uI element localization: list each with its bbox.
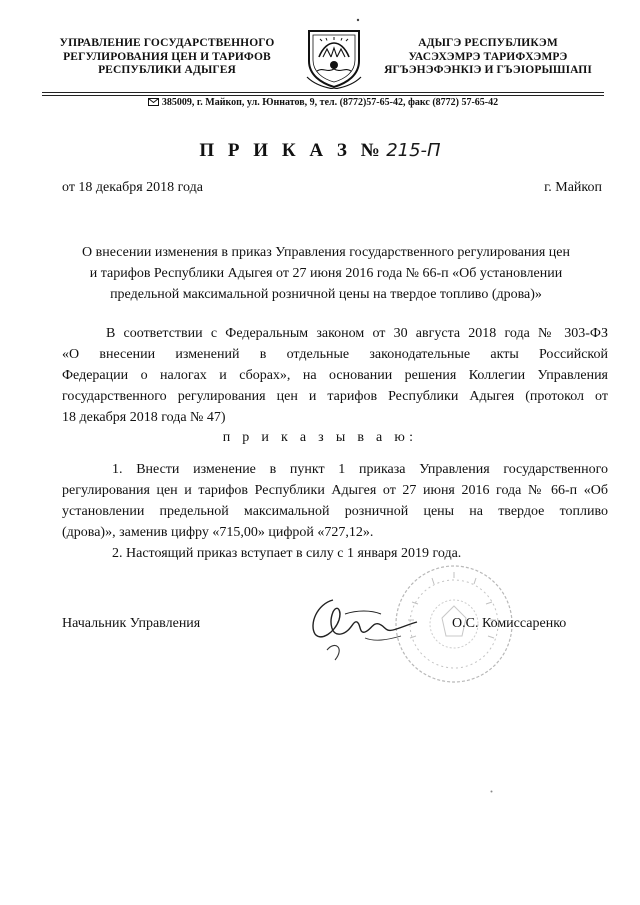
signer-name: О.С. Комиссаренко: [452, 616, 567, 631]
issuer-adyghe-line-3: ЯГЪЭНЭФЭНКІЭ И ГЪЭІОРЫШІАПІ: [384, 64, 592, 76]
header-rule-bottom: [42, 95, 604, 96]
basis-line: Федерации о налогах и сборах», на основании решения Коллегии Управления: [62, 368, 608, 383]
basis-line: «О внесении изменений в отдельные законодательные акты Российской: [62, 347, 608, 362]
document-city: г. Майкоп: [544, 180, 602, 195]
issuer-adyghe-line-2: УАСЭХЭМРЭ ТАРИФХЭМРЭ: [408, 50, 568, 63]
order-item-2: [62, 543, 608, 564]
basis-line: 18 декабря 2018 года № 47): [62, 410, 226, 425]
item2-line: 2. Настоящий приказ вступает в силу с 1 января 2019 года.: [112, 546, 462, 561]
issuer-adyghe-line-1: АДЫГЭ РЕСПУБЛИКЭМ: [418, 37, 558, 49]
title-word: П Р И К А З №: [199, 140, 385, 161]
scan-speck: [356, 18, 360, 22]
document-title: [0, 140, 640, 162]
signature-icon: [305, 590, 433, 666]
subject-line: и тарифов Республики Адыгея от 27 июня 2016 года № 66-п «Об установлении: [89, 266, 563, 281]
contact-text: 385009, г. Майкоп, ул. Юннатов, 9, тел. (8772)57-65-42, факс (8772) 57-65-42: [161, 97, 499, 108]
basis-line: государственного регулирования цен и тарифов Республики Адыгея (протокол от: [62, 389, 608, 404]
subject-line: предельной максимальной розничной цены на твердое топливо (дрова)»: [110, 287, 542, 302]
scan-speck: [490, 790, 493, 793]
document-date: от 18 декабря 2018 года: [62, 180, 203, 195]
order-item-1: [62, 459, 608, 543]
basis-line: В соответствии с Федеральным законом от 30 августа 2018 года № 303-ФЗ: [106, 326, 608, 341]
item1-line: регулирования цен и тарифов Республики Адыгея от 27 июня 2016 года № 66-п «Об: [62, 483, 608, 498]
header-rule-top: [42, 92, 604, 93]
order-word: п р и к а з ы в а ю:: [222, 430, 418, 445]
subject-line: О внесении изменения в приказ Управления государственного регулирования цен: [81, 245, 570, 260]
issuer-name-russian: [42, 37, 292, 78]
handwritten-order-number: 215-П: [386, 140, 441, 161]
envelope-icon: [148, 98, 159, 106]
document-subject: [48, 242, 604, 305]
issuer-name-adyghe: [372, 37, 604, 78]
coat-of-arms-icon: [305, 27, 363, 89]
issuer-line-2: РЕГУЛИРОВАНИЯ ЦЕН И ТАРИФОВ: [63, 50, 271, 63]
issuer-line-1: УПРАВЛЕНИЕ ГОСУДАРСТВЕННОГО: [59, 37, 275, 49]
item1-line: (дрова)», заменив цифру «715,00» цифрой «727,12».: [62, 525, 374, 540]
basis-paragraph: [62, 323, 608, 428]
item1-line: установлении предельной максимальной розничной цены на твердое топливо: [62, 504, 608, 519]
signer-position: Начальник Управления: [62, 616, 201, 631]
contact-line: [42, 97, 604, 109]
issuer-line-3: РЕСПУБЛИКИ АДЫГЕЯ: [98, 64, 236, 76]
item1-line: 1. Внести изменение в пункт 1 приказа Управления государственного: [112, 462, 608, 477]
